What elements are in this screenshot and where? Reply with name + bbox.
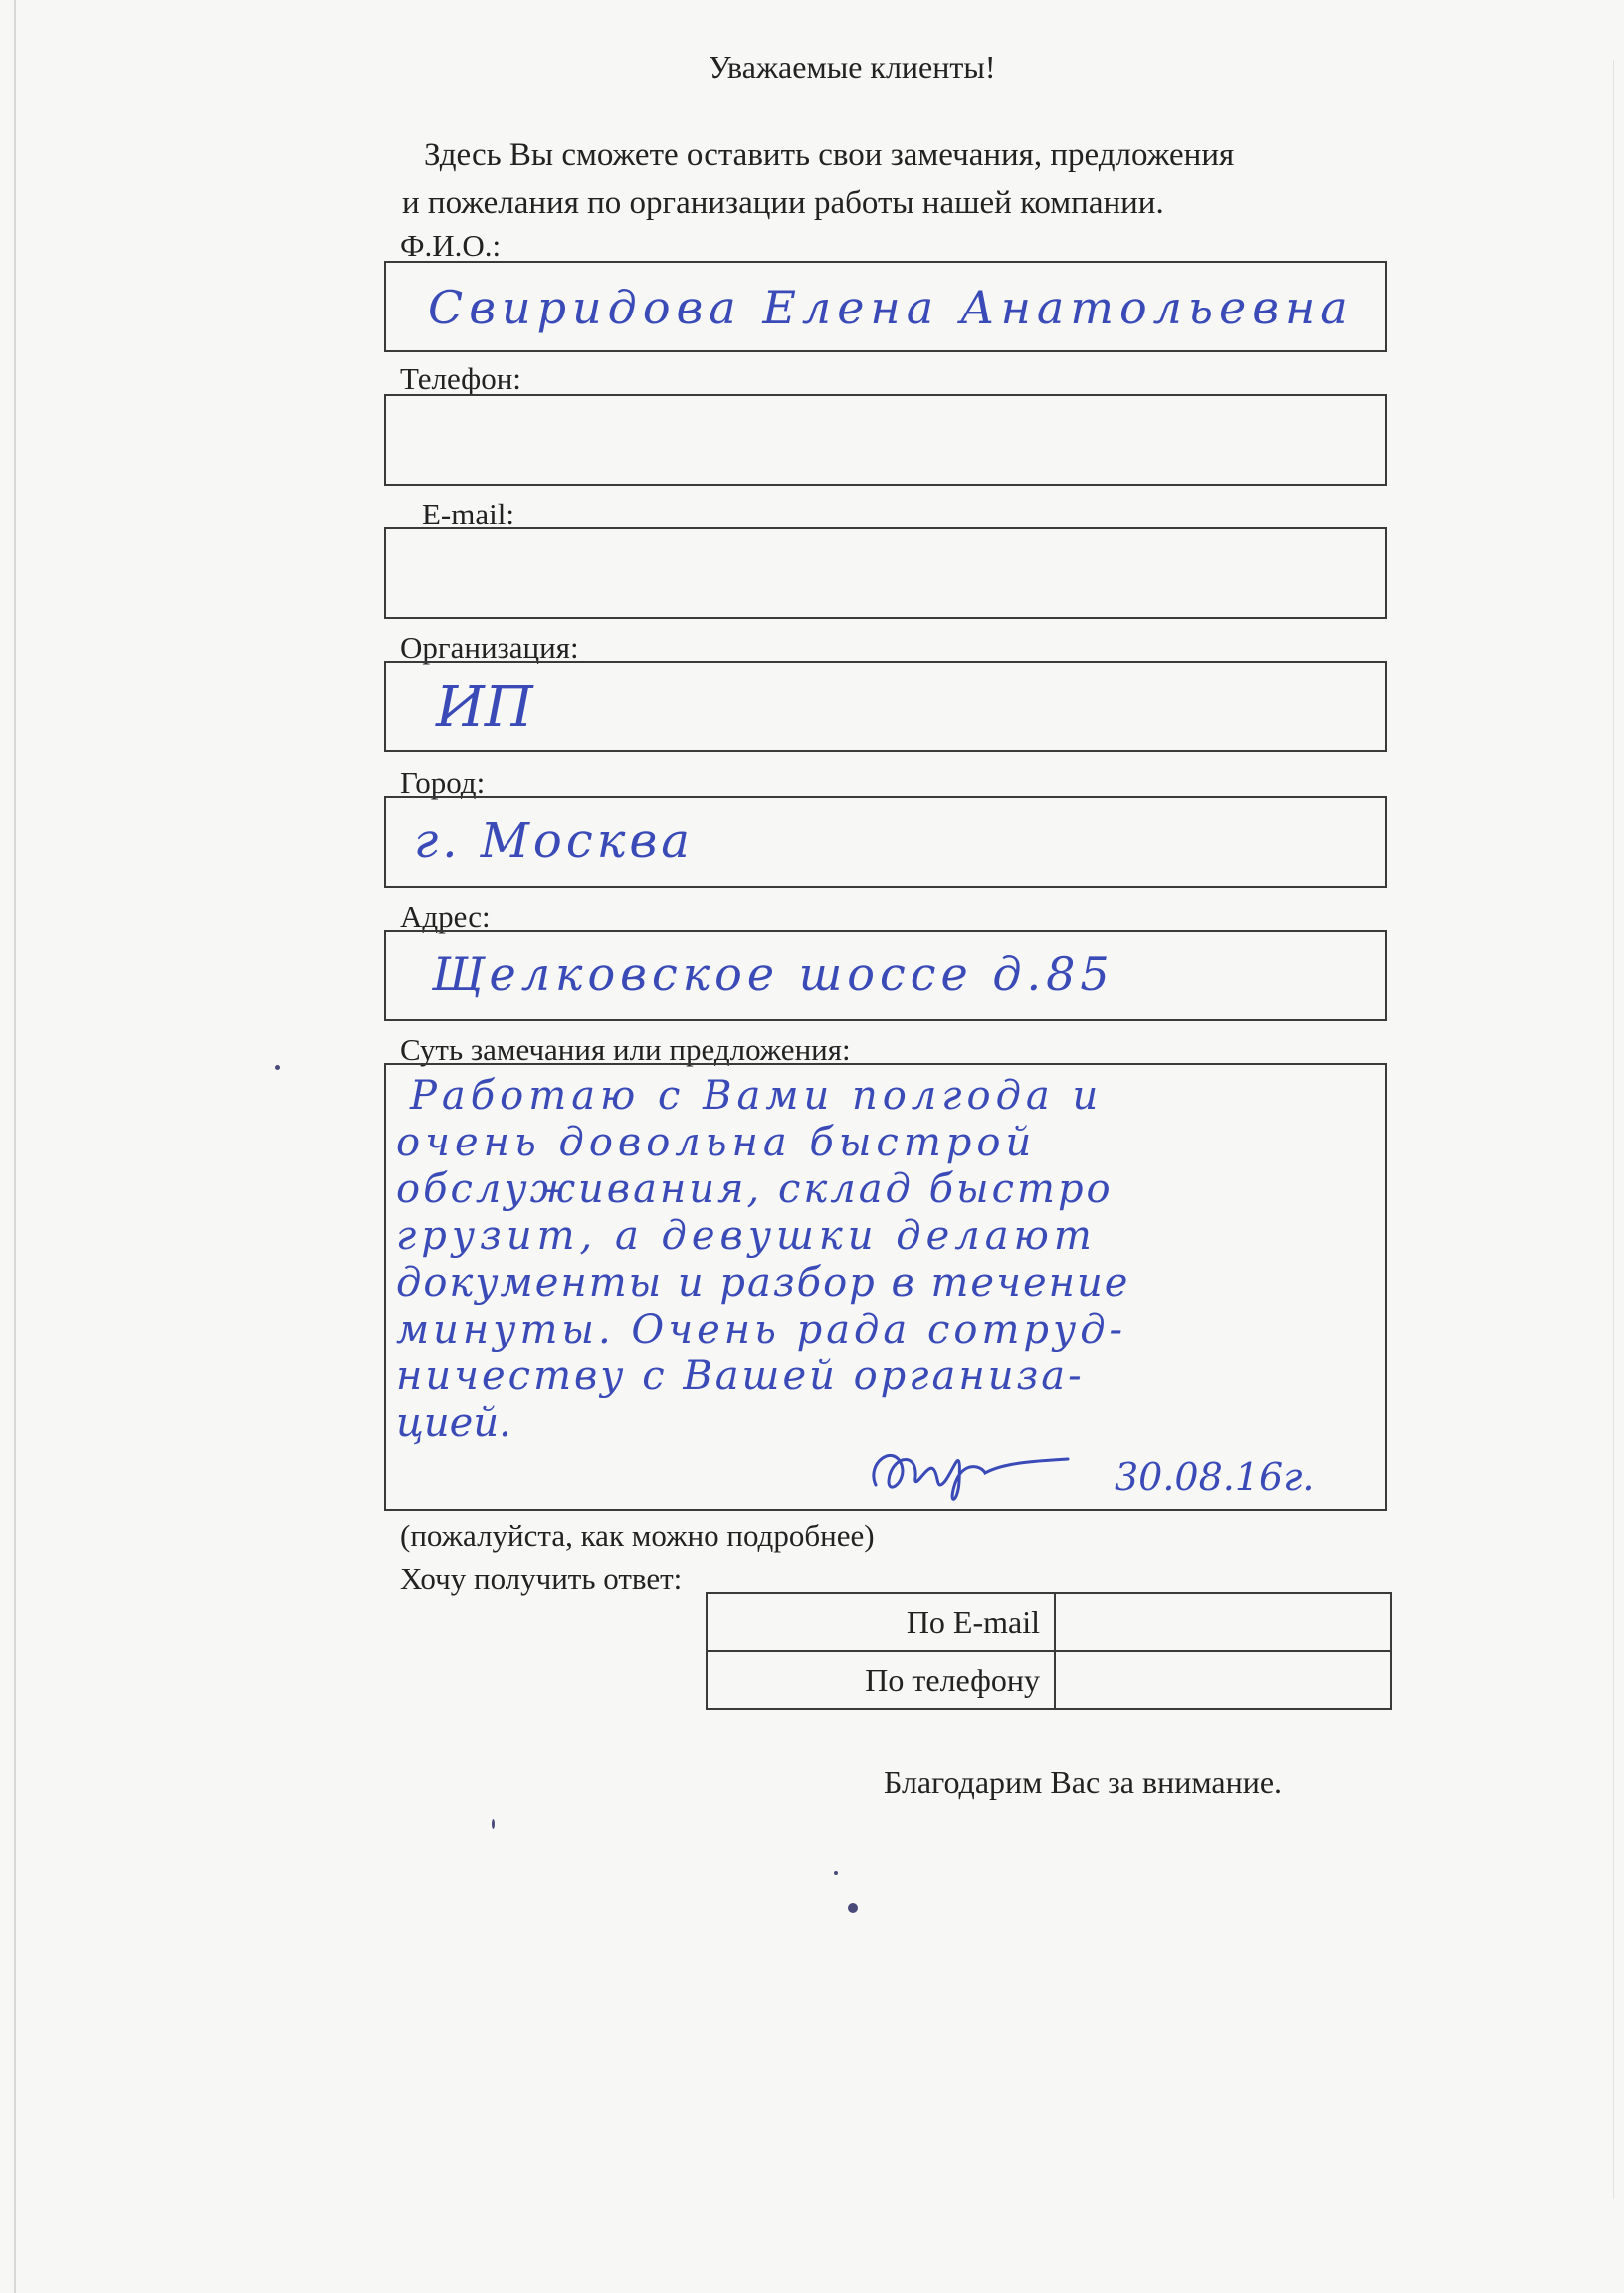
ink-speck bbox=[848, 1903, 858, 1913]
ink-speck bbox=[275, 1065, 280, 1070]
phone-field[interactable] bbox=[384, 394, 1387, 486]
organization-field[interactable] bbox=[384, 661, 1387, 752]
reply-option-email-label: По E-mail bbox=[707, 1593, 1055, 1651]
reply-option-email-checkbox[interactable] bbox=[1055, 1593, 1391, 1651]
email-field[interactable] bbox=[384, 527, 1387, 619]
ink-speck bbox=[834, 1871, 838, 1875]
comment-date: 30.08.16г. bbox=[1115, 1455, 1315, 1499]
reply-option-phone-checkbox[interactable] bbox=[1055, 1651, 1391, 1709]
comment-line: Работаю с Вами полгода и bbox=[410, 1073, 1104, 1119]
reply-label: Хочу получить ответ: bbox=[400, 1562, 683, 1596]
reply-option-row bbox=[707, 1593, 1391, 1651]
thanks-text: Благодарим Вас за внимание. bbox=[884, 1765, 1283, 1800]
comment-line: грузит, а девушки делают bbox=[396, 1213, 1097, 1259]
ink-speck bbox=[492, 1819, 495, 1829]
phone-label: Телефон: bbox=[400, 361, 521, 396]
comment-line: обслуживания, склад быстро bbox=[396, 1166, 1114, 1212]
greeting-heading: Уважаемые клиенты! bbox=[709, 49, 996, 85]
scan-fold-line bbox=[14, 0, 16, 2293]
comment-line: ничеству с Вашей организа- bbox=[396, 1354, 1085, 1399]
intro-text bbox=[402, 131, 1377, 227]
email-label: E-mail: bbox=[422, 497, 514, 531]
scan-edge-line bbox=[1613, 60, 1614, 2199]
reply-option-phone-label: По телефону bbox=[707, 1651, 1055, 1709]
organization-label: Организация: bbox=[400, 630, 579, 665]
comment-line: документы и разбор в течение bbox=[396, 1260, 1130, 1306]
comment-label: Суть замечания или предложения: bbox=[400, 1032, 851, 1067]
comment-line: минуты. Очень рада сотруд- bbox=[396, 1307, 1127, 1353]
comment-line: цией. bbox=[396, 1400, 511, 1446]
city-value: г. Москва bbox=[414, 813, 694, 869]
reply-option-row bbox=[707, 1651, 1391, 1709]
organization-value: ИП bbox=[436, 675, 533, 739]
comment-text bbox=[396, 1073, 1391, 1447]
comment-line: очень довольна быстрой bbox=[396, 1120, 1037, 1165]
intro-line-1: Здесь Вы сможете оставить свои замечания, предложения bbox=[424, 137, 1235, 173]
fio-label: Ф.И.О.: bbox=[400, 228, 502, 263]
address-label: Адрес: bbox=[400, 899, 491, 934]
reply-options-table bbox=[706, 1592, 1392, 1710]
city-label: Город: bbox=[400, 765, 486, 800]
handwritten-signature bbox=[864, 1423, 1073, 1513]
detail-hint: (пожалуйста, как можно подробнее) bbox=[400, 1518, 875, 1553]
intro-line-2: и пожелания по организации работы нашей компании. bbox=[402, 185, 1164, 221]
address-value: Щелковское шоссе д.85 bbox=[432, 947, 1115, 1001]
fio-value: Свиридова Елена Анатольевна bbox=[428, 281, 1354, 334]
